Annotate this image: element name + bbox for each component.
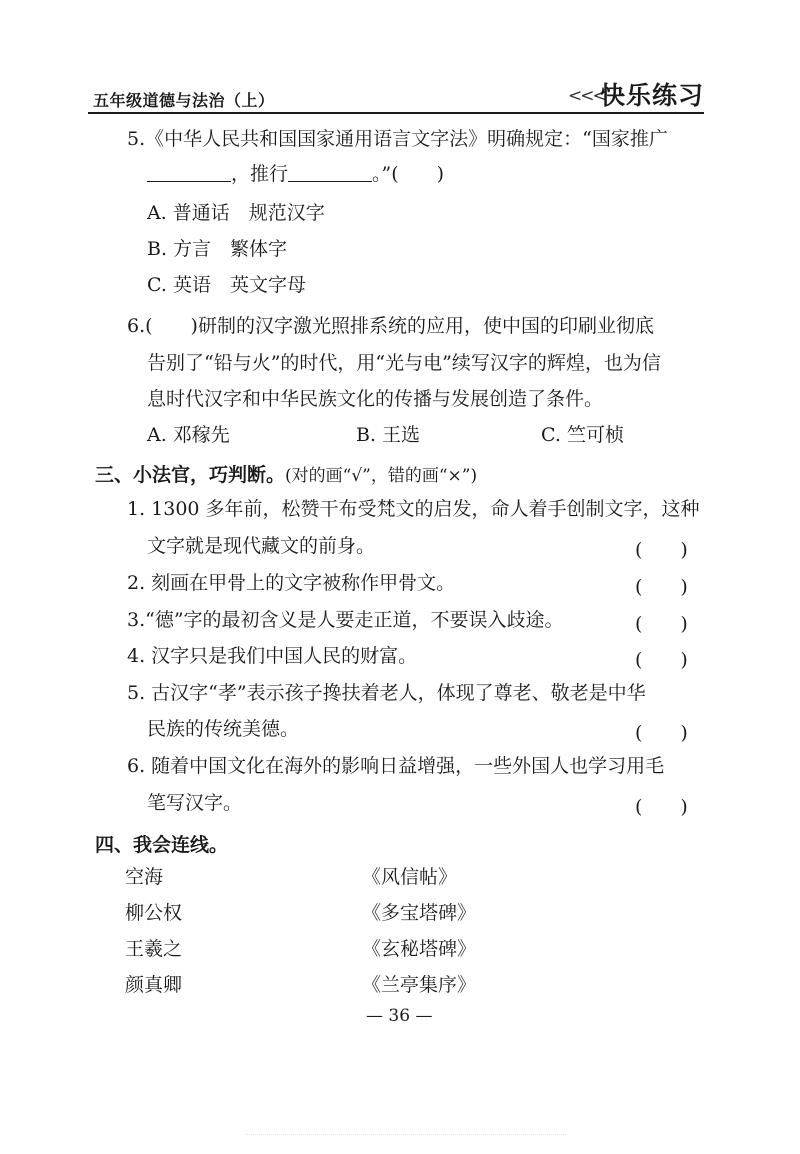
s3-item1-answer[interactable]: ( ) [635, 539, 688, 561]
s3-item5-line1: 5. 古汉字“孝”表示孩子搀扶着老人，体现了尊老、敬老是中华 [127, 682, 646, 704]
q5-line2 [147, 163, 444, 185]
q5-end-text: 。”( ) [372, 163, 445, 185]
s3-item4-answer[interactable]: ( ) [635, 649, 688, 671]
s3-item4: 4. 汉字只是我们中国人民的财富。 [127, 645, 418, 667]
s3-item5-line2: 民族的传统美德。 [147, 718, 300, 740]
section3-heading [95, 460, 477, 487]
match-left-2[interactable]: 柳公权 [125, 902, 183, 924]
header-divider [88, 112, 704, 114]
s3-item3-answer[interactable]: ( ) [635, 613, 688, 635]
q5-blank-1[interactable] [147, 163, 231, 182]
s3-item5-answer[interactable]: ( ) [635, 722, 688, 744]
match-left-1[interactable]: 空海 [125, 866, 164, 888]
section4-title: 四、我会连线。 [95, 834, 229, 856]
s3-item6-line1: 6. 随着中国文化在海外的影响日益增强，一些外国人也学习用毛 [127, 755, 665, 777]
s3-item6-answer[interactable]: ( ) [635, 796, 688, 818]
match-right-1[interactable]: 《风信帖》 [362, 866, 458, 888]
s3-item1-line2: 文字就是现代藏文的前身。 [147, 535, 376, 557]
q5-option-b[interactable]: B. 方言 繁体字 [147, 238, 288, 260]
section3-title: 三、小法官，巧判断。 [95, 464, 286, 486]
q5-option-a[interactable]: A. 普通话 规范汉字 [147, 202, 325, 224]
match-right-3[interactable]: 《玄秘塔碑》 [362, 938, 477, 960]
faded-footer-mark [246, 1134, 566, 1141]
q6-line1: 6.( )研制的汉字激光照排系统的应用，使中国的印刷业彻底 [127, 315, 654, 337]
match-right-4[interactable]: 《兰亭集序》 [362, 974, 477, 996]
q5-option-c[interactable]: C. 英语 英文字母 [147, 274, 306, 296]
q5-line1: 5.《中华人民共和国国家通用语言文字法》明确规定：“国家推广 [127, 128, 668, 150]
match-left-3[interactable]: 王羲之 [125, 938, 183, 960]
s3-item6-line2: 笔写汉字。 [147, 792, 243, 814]
q5-mid-text: ，推行 [231, 163, 289, 185]
match-left-4[interactable]: 颜真卿 [125, 974, 183, 996]
q5-blank-2[interactable] [288, 163, 372, 182]
q6-line2: 告别了“铅与火”的时代，用“光与电”续写汉字的辉煌，也为信 [147, 352, 661, 374]
chevron-left-icon: <<< [568, 86, 605, 106]
book-title: 五年级道德与法治（上） [93, 91, 275, 110]
q6-option-c[interactable]: C. 竺可桢 [541, 424, 624, 446]
q6-option-a[interactable]: A. 邓稼先 [147, 424, 230, 446]
page-number: — 36 — [366, 1006, 433, 1026]
s3-item3: 3.“德”字的最初含义是人要走正道，不要误入歧途。 [127, 609, 564, 631]
s3-item1-line1: 1. 1300 多年前，松赞干布受梵文的启发，命人着手创制文字，这种 [127, 498, 700, 520]
s3-item2: 2. 刻画在甲骨上的文字被称作甲骨文。 [127, 572, 456, 594]
section3-instruction: (对的画“√”，错的画“×”) [285, 466, 478, 486]
q6-line3: 息时代汉字和中华民族文化的传播与发展创造了条件。 [147, 388, 604, 410]
match-right-2[interactable]: 《多宝塔碑》 [362, 902, 477, 924]
s3-item2-answer[interactable]: ( ) [635, 576, 688, 598]
q6-option-b[interactable]: B. 王选 [356, 424, 421, 446]
section-brand: 快乐练习 [600, 81, 705, 110]
